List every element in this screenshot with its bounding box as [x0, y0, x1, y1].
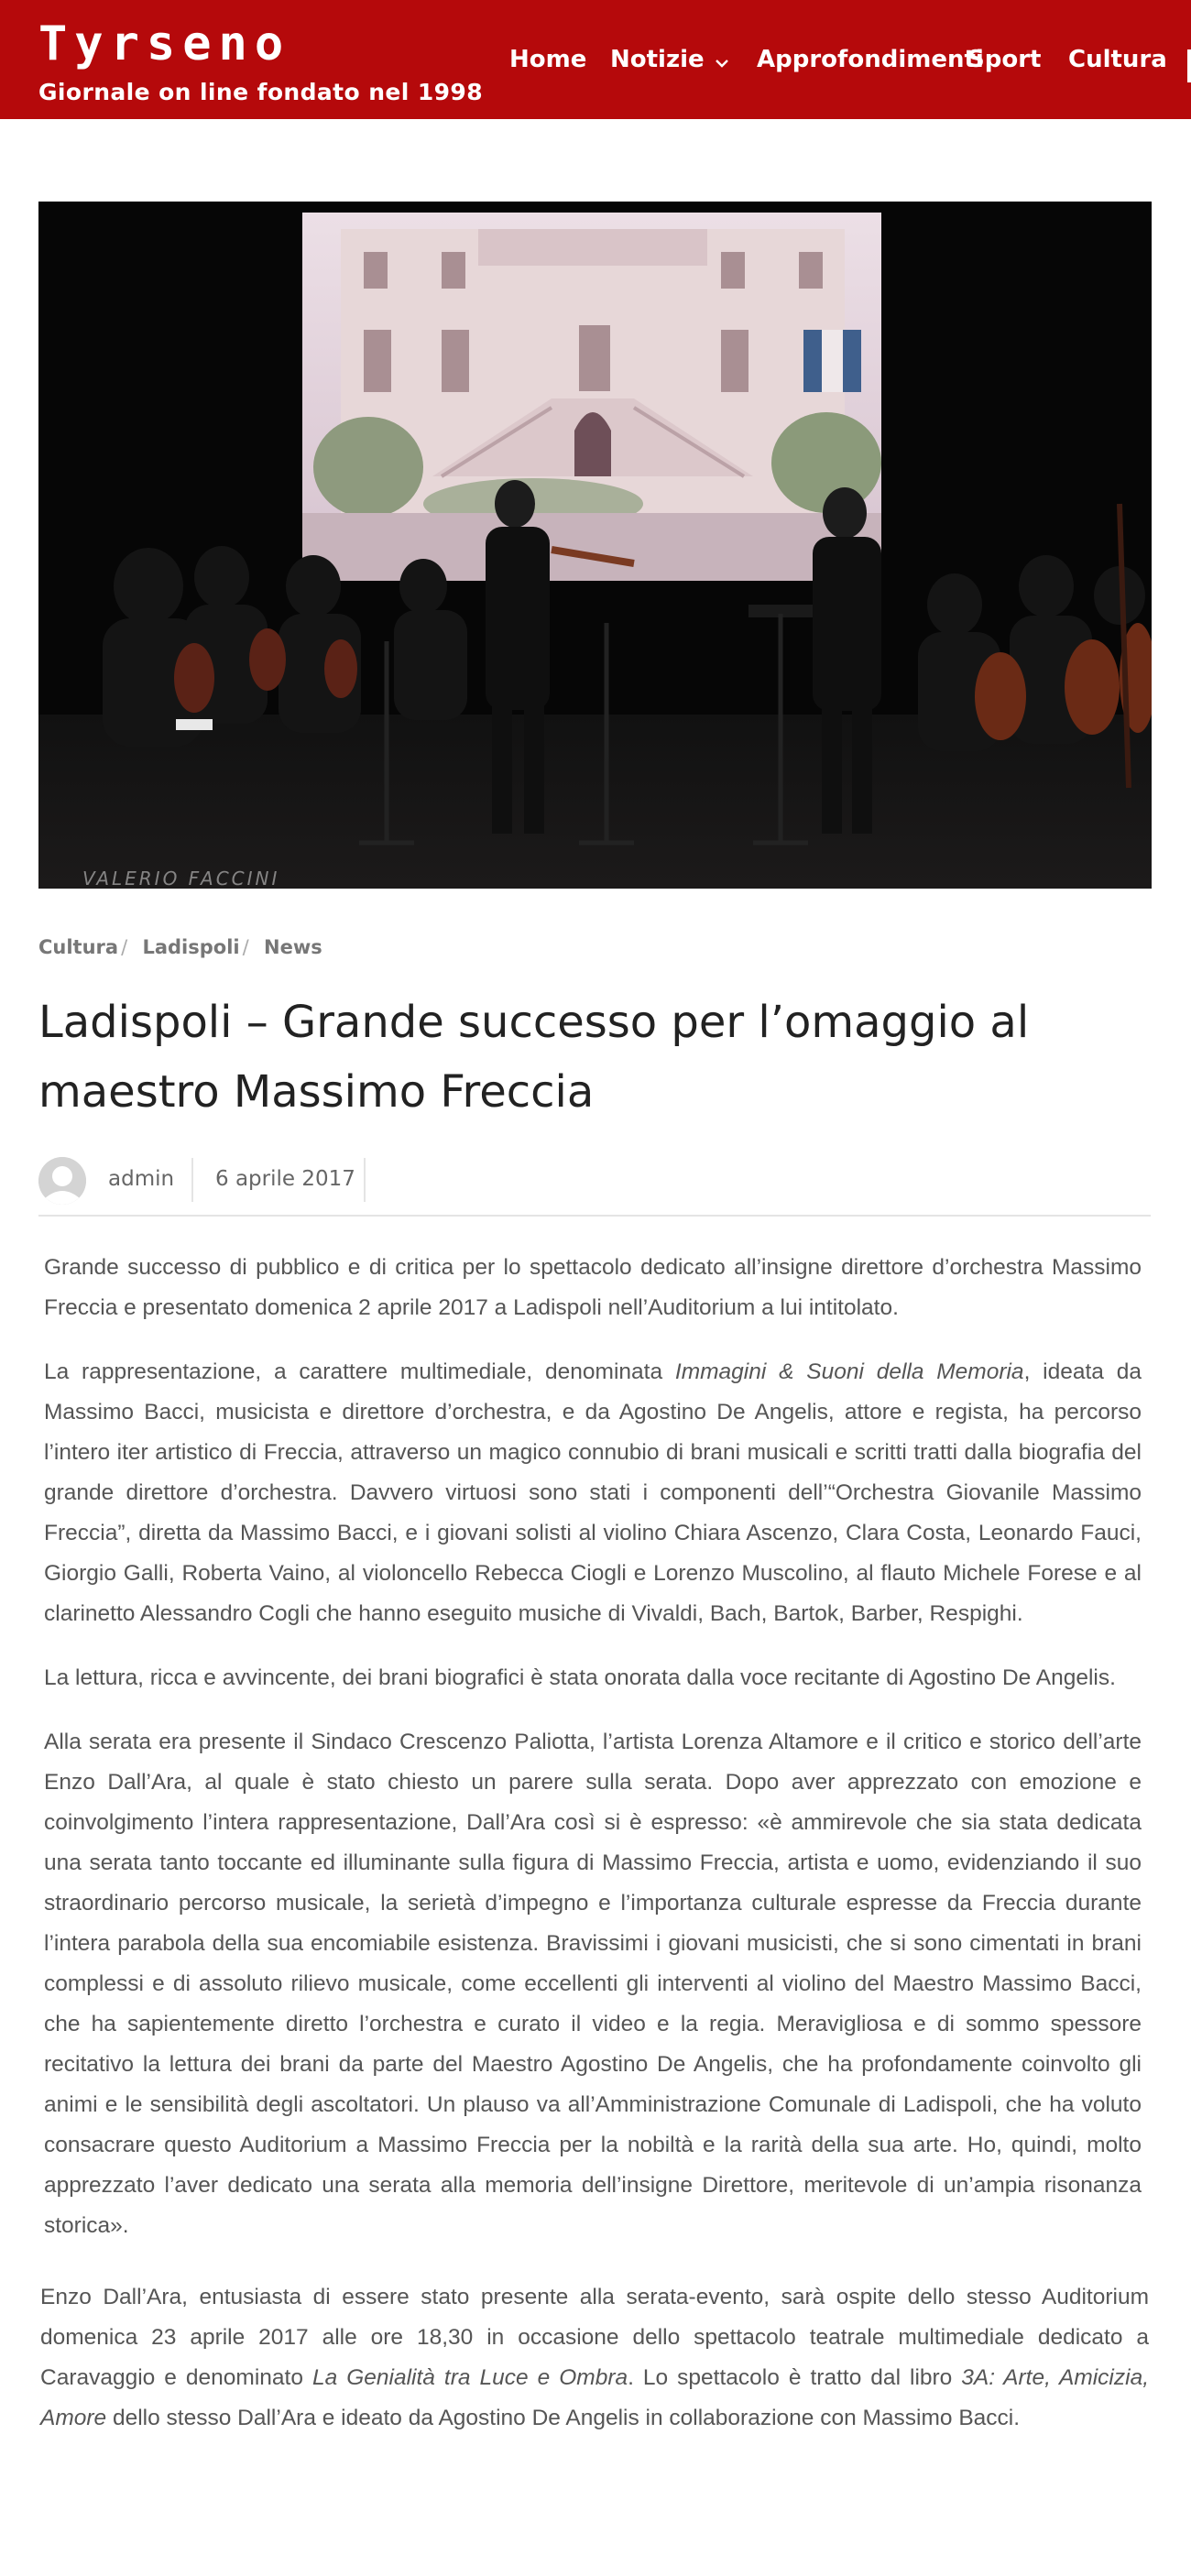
paragraph-text: La rappresentazione, a carattere multimediale, denominata [44, 1359, 675, 1384]
meta-divider [191, 1158, 193, 1202]
paragraph-text: . Lo spettacolo è tratto dal libro [628, 2365, 962, 2390]
concert-photo [38, 202, 1152, 889]
site-logo[interactable] [38, 16, 484, 105]
category-breadcrumb [38, 936, 322, 958]
article-paragraph: Alla serata era presente il Sindaco Crescenzo Paliotta, l’artista Lorenza Altamore e il critico e storico dell’arte Enzo Dall’Ara, al quale è stato chiesto un parere sulla serata. Dopo aver apprezzato con emozione e coinvolgimento l’intera rappresentazione, Dall’Ara così si è espresso: «è ammirevole che sia stata dedicata una serata tanto toccante ed illuminante sulla figura di Massimo Freccia, artista e uomo, evidenziando il suo straordinario percorso musicale, la serietà d’impegno e l’importanza culturale espresse da Freccia durante l’intera parabola della sua encomiabile esistenza. Bravissimi i giovani musicisti, che si sono cimentati in brani complessi e di assoluto rilievo musicale, come eccellenti gli interventi al violino del Maestro Massimo Bacci, che ha sapientemente diretto l’orchestra e curato il video e la regia. Meravigliosa e di sommo spessore recitativo la lettura dei brani da parte del Maestro Agostino De Angelis, che ha profondamente coinvolto gli animi e le sensibilità degli ascoltatori. Un plauso va all’Amministrazione Comunale di Ladispoli, che ha voluto consacrare questo Auditorium a Massimo Freccia per la nobiltà e la rarità della sua arte. Ho, quindi, molto apprezzato l’aver dedicato una serata alla memoria dell’insigne Direttore, meritevole di un’ampia risonanza storica». [44, 1730, 1142, 2238]
paragraph-text: , ideata da Massimo Bacci, musicista e direttore d’orchestra, e da Agostino De Angelis, attore e regista, ha percorso l’intero iter artistico di Freccia, attraverso un magico connubio di brani musicali e scritti tratti dalla biografia del grande direttore d’orchestra. Davvero virtuosi sono stati i componenti dell’“Orchestra Giovanile Massimo Freccia”, diretta da Massimo Bacci, e i giovani solisti al violino Chiara Ascenzo, Clara Costa, Leonardo Fauci, Giorgio Galli, Roberta Vaino, al violoncello Rebecca Ciogli e Lorenzo Muscolino, al flauto Michele Forese e al clarinetto Alessandro Cogli che hanno eseguito musiche di Vivaldi, Bach, Bartok, Barber, Respighi. [44, 1359, 1142, 1626]
photo-credit-watermark: VALERIO FACCINI [82, 868, 280, 890]
paragraph-text: dello stesso Dall’Ara e ideato da Agostino De Angelis in collaborazione con Massimo Bacci. [106, 2406, 1021, 2430]
nav-item-home[interactable]: Home [509, 46, 587, 73]
article-title: Ladispoli – Grande successo per l’omaggio al maestro Massimo Freccia [38, 997, 1030, 1118]
nav-item-notizie[interactable] [610, 46, 728, 74]
nav-item-notizie-label: Notizie [610, 46, 705, 73]
category-link-news[interactable]: News [264, 936, 322, 958]
breadcrumb-separator: / [121, 936, 128, 958]
meta-divider [364, 1158, 366, 1202]
article-paragraph [44, 1352, 1142, 1634]
nav-item-sport[interactable]: Sport [967, 46, 1042, 73]
nav-item-cultura[interactable]: Cultura [1068, 46, 1167, 73]
category-link-cultura[interactable]: Cultura [38, 936, 119, 958]
category-link-ladispoli[interactable]: Ladispoli [142, 936, 240, 958]
avatar-placeholder-icon [38, 1157, 86, 1205]
featured-image [38, 202, 1152, 889]
post-date: 6 aprile 2017 [215, 1167, 355, 1191]
article-paragraph: Grande successo di pubblico e di critica per lo spettacolo dedicato all’insigne direttore d’orchestra Massimo Freccia e presentato domenica 2 aprile 2017 a Ladispoli nell’Auditorium a lui intitolato. [44, 1255, 1142, 1320]
article-content [40, 1248, 1149, 2462]
nav-overflow-edge [1187, 49, 1191, 82]
post-meta [38, 1154, 1151, 1217]
author-link[interactable]: admin [108, 1167, 175, 1191]
article-paragraph: La lettura, ricca e avvincente, dei brani biografici è stata onorata dalla voce recitante di Agostino De Angelis. [44, 1665, 1116, 1690]
show-title-emphasis: Immagini & Suoni della Memoria [674, 1359, 1024, 1384]
author-avatar[interactable] [38, 1157, 86, 1205]
article-paragraph [40, 2277, 1149, 2439]
site-tagline: Giornale on line fondato nel 1998 [38, 79, 484, 105]
breadcrumb-separator: / [242, 936, 249, 958]
chevron-down-icon [716, 47, 728, 74]
paragraph-text: Enzo Dall’Ara, entusiasta di essere stato presente alla serata-evento, sarà ospite dello stesso Auditorium domenica 23 aprile 2017 alle ore 18,30 in occasione dello spettacolo teatrale multimediale dedicato a Caravaggio e denominato [40, 2285, 1149, 2390]
show-title-emphasis: La Genialità tra Luce e Ombra [311, 2365, 628, 2390]
site-name: Tyrseno [38, 16, 291, 71]
site-header [0, 0, 1191, 119]
book-title-emphasis: 3A: Arte, Amicizia, Amore [40, 2365, 1149, 2430]
nav-item-approfondimenti[interactable]: Approfondimenti [757, 46, 984, 73]
